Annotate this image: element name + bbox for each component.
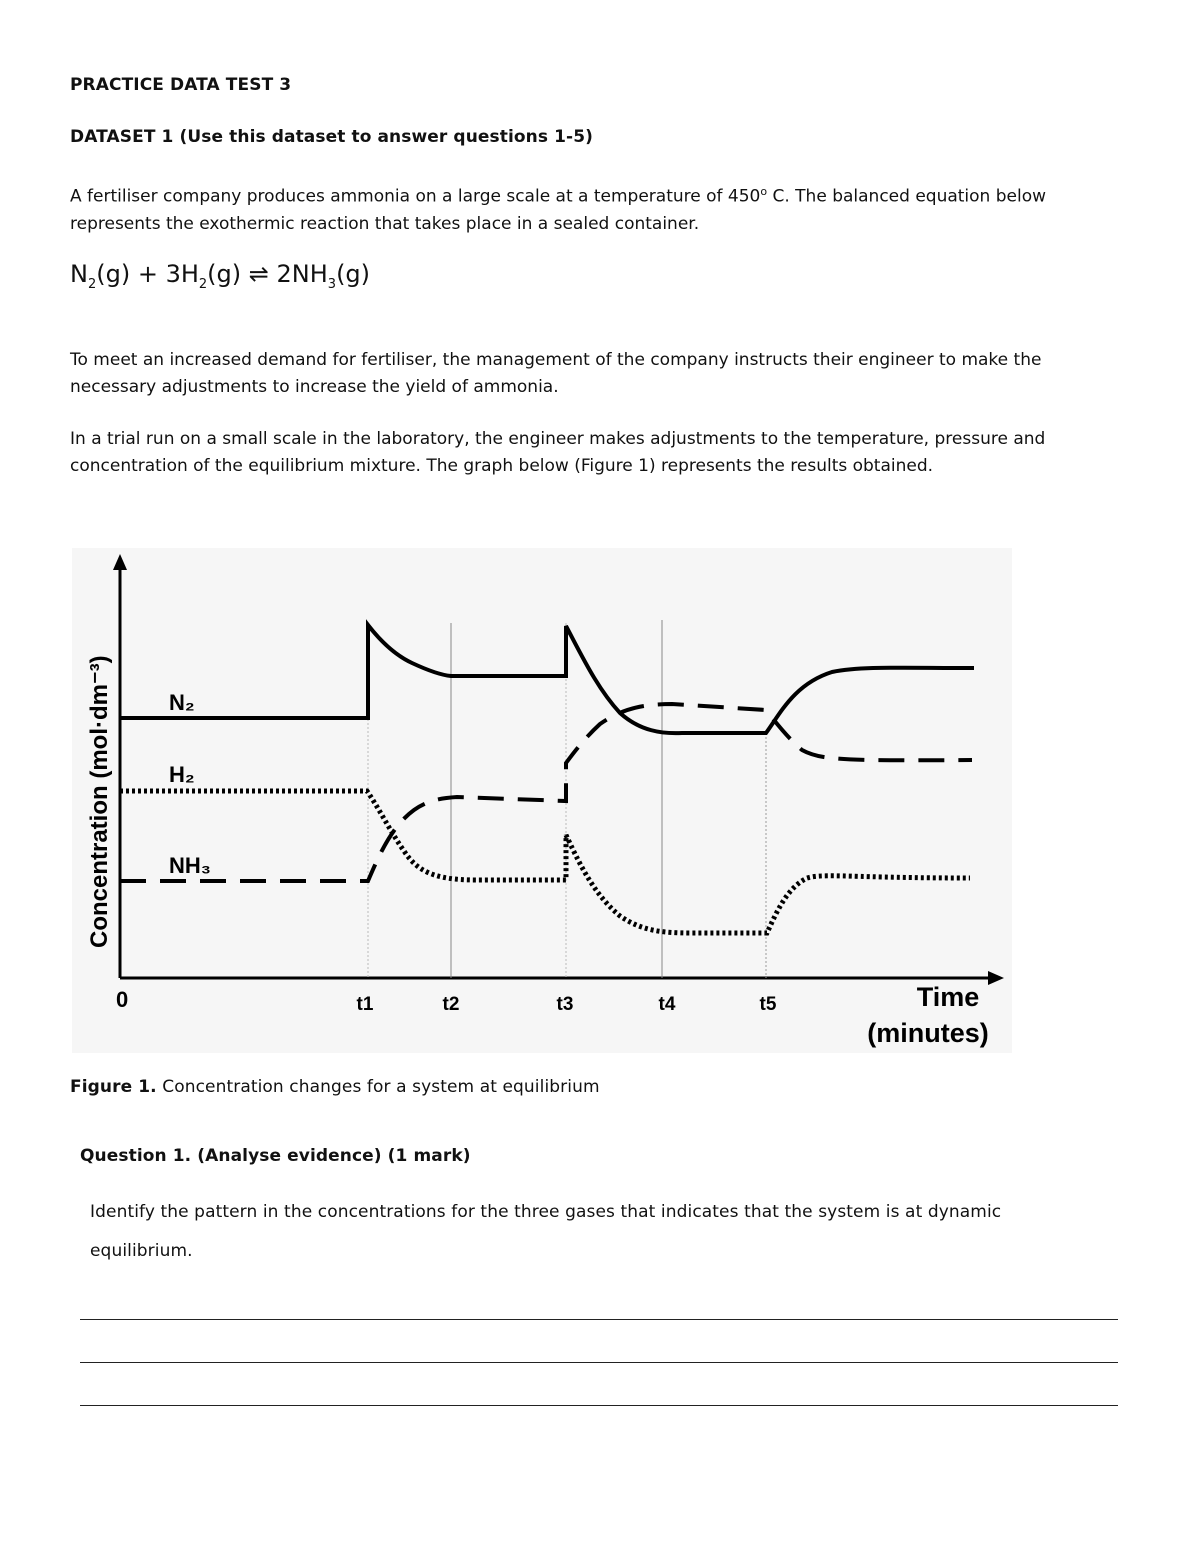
degree-symbol: o	[760, 185, 768, 198]
demand-line2: necessary adjustments to increase the yield of ammonia.	[70, 377, 559, 397]
eq-part2: (g) + 3H	[96, 260, 199, 288]
origin-label: 0	[116, 987, 129, 1012]
figure-label: Figure 1.	[70, 1077, 157, 1097]
eq-part3: (g)	[207, 260, 249, 288]
intro-line1-end: C. The balanced equation below	[767, 186, 1047, 207]
trial-paragraph	[70, 426, 1130, 480]
answer-line-2[interactable]	[80, 1362, 1118, 1363]
eq-sub2: 2	[198, 276, 208, 292]
x-axis-label-minutes: (minutes)	[867, 1018, 989, 1048]
dataset-heading: DATASET 1 (Use this dataset to answer questions 1-5)	[70, 127, 593, 147]
page-title: PRACTICE DATA TEST 3	[70, 75, 292, 95]
chemical-equation	[70, 260, 370, 292]
concentration-chart	[72, 548, 1012, 1053]
intro-paragraph	[70, 178, 1130, 238]
intro-line2: represents the exothermic reaction that takes place in a sealed container.	[70, 213, 700, 234]
eq-part4: 2NH	[268, 260, 328, 288]
eq-sub1: 2	[87, 276, 97, 292]
answer-line-1[interactable]	[80, 1319, 1118, 1320]
trial-line1: In a trial run on a small scale in the laboratory, the engineer makes adjustments to the temperature, pressure and	[70, 429, 1046, 449]
question-heading: Question 1. (Analyse evidence) (1 mark)	[80, 1146, 471, 1166]
figure-caption	[70, 1077, 600, 1097]
intro-line1: A fertiliser company produces ammonia on a large scale at a temperature of 450	[70, 186, 761, 207]
y-axis-label: Concentration (mol·dm⁻³)	[86, 655, 113, 948]
eq-n: N	[70, 260, 88, 288]
x-tick-t3: t3	[556, 994, 574, 1015]
x-tick-t2: t2	[442, 994, 460, 1015]
x-tick-t4: t4	[658, 994, 676, 1015]
figure-caption-text: Concentration changes for a system at equilibrium	[156, 1077, 600, 1097]
x-tick-t5: t5	[759, 994, 777, 1015]
x-tick-t1: t1	[356, 994, 374, 1015]
demand-paragraph	[70, 347, 1130, 401]
equilibrium-arrow-icon: ⇌	[248, 260, 269, 288]
question-text-line2: equilibrium.	[90, 1241, 193, 1261]
n2-series-label: N₂	[169, 690, 195, 715]
nh3-series-label: NH₃	[169, 853, 211, 878]
demand-line1: To meet an increased demand for fertiliser, the management of the company instructs their engineer to make the	[70, 350, 1042, 370]
eq-part5: (g)	[336, 260, 371, 288]
eq-sub3: 3	[327, 276, 337, 292]
question-text-line1: Identify the pattern in the concentrations for the three gases that indicates that the system is at dynamic	[90, 1202, 1002, 1222]
h2-series-label: H₂	[169, 762, 195, 787]
x-axis-label-time: Time	[916, 982, 980, 1012]
answer-line-3[interactable]	[80, 1405, 1118, 1406]
trial-line2: concentration of the equilibrium mixture. The graph below (Figure 1) represents the results obtained.	[70, 456, 934, 476]
